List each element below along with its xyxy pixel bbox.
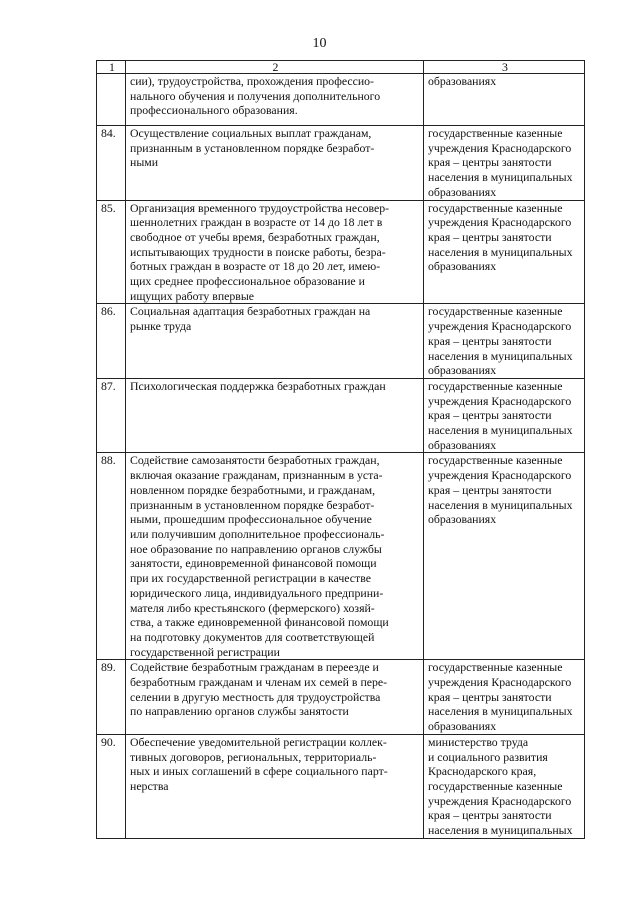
service-description-line: Социальная адаптация безработных граждан на <box>130 304 371 319</box>
service-description-line: ное образование по направлению органов службы <box>130 541 382 556</box>
service-description <box>126 734 424 838</box>
service-description-line: юридического лица, индивидуального предприни- <box>130 585 384 600</box>
row-number: 87. <box>97 378 126 453</box>
service-description-line: сии), трудоустройства, прохождения профессио- <box>130 74 374 88</box>
responsible-organization-line: учреждения Краснодарского <box>428 140 572 155</box>
responsible-organization-line: населения в муниципальных <box>428 423 573 438</box>
header-col-2: 2 <box>126 61 424 74</box>
service-description-line: Осуществление социальных выплат гражданам, <box>130 126 372 140</box>
table-row <box>97 200 585 304</box>
service-description <box>126 660 424 735</box>
responsible-organization-line: учреждения Краснодарского <box>428 675 572 690</box>
responsible-organization <box>424 304 585 379</box>
service-description-line: на подготовку документов для соответствующей <box>130 629 375 644</box>
service-description-line: Психологическая поддержка безработных граждан <box>130 378 386 393</box>
responsible-organization-line: учреждения Краснодарского <box>428 215 572 230</box>
service-description <box>126 453 424 660</box>
responsible-organization <box>424 453 585 660</box>
service-description-line: ных и иных соглашений в сфере социального парт- <box>130 764 388 779</box>
service-description-line: рынке труда <box>130 319 192 334</box>
services-table <box>96 60 585 839</box>
responsible-organization-line: Краснодарского края, <box>428 764 537 779</box>
service-description-line: Обеспечение уведомительной регистрации коллек- <box>130 734 387 749</box>
table-header-row <box>97 61 585 74</box>
responsible-organization <box>424 200 585 304</box>
responsible-organization-line: края – центры занятости <box>428 689 552 704</box>
service-description <box>126 304 424 379</box>
table-row <box>97 304 585 379</box>
responsible-organization-line: населения в муниципальных <box>428 244 573 259</box>
service-description-line: государственной регистрации <box>130 644 280 659</box>
service-description <box>126 126 424 201</box>
service-description-line: профессионального образования. <box>130 103 298 118</box>
responsible-organization-line: учреждения Краснодарского <box>428 393 572 408</box>
responsible-organization-line: государственные казенные <box>428 200 563 215</box>
responsible-organization-line: министерство труда <box>428 734 529 749</box>
page-number: 10 <box>312 36 327 51</box>
responsible-organization-line: края – центры занятости <box>428 482 552 497</box>
responsible-organization <box>424 378 585 453</box>
header-col-1: 1 <box>97 61 126 74</box>
service-description-line: безработным гражданам и членам их семей в пере- <box>130 675 388 690</box>
row-number: 86. <box>97 304 126 379</box>
responsible-organization-line: учреждения Краснодарского <box>428 793 572 808</box>
service-description-line: мателя либо крестьянского (фермерского) хозяй- <box>130 600 375 615</box>
service-description-line: ными, прошедшим профессиональное обучение <box>130 512 372 527</box>
responsible-organization-line: государственные казенные <box>428 660 563 675</box>
service-description-line: ботных граждан в возрасте от 18 до 20 лет, имею- <box>130 259 381 274</box>
responsible-organization-line: населения в муниципальных <box>428 704 573 719</box>
responsible-organization-line: образованиях <box>428 719 497 734</box>
service-description-line: по направлению органов службы занятости <box>130 704 349 719</box>
responsible-organization-line: государственные казенные <box>428 126 563 140</box>
responsible-organization-line: государственные казенные <box>428 778 563 793</box>
responsible-organization-line: края – центры занятости <box>428 333 552 348</box>
responsible-organization-line: населения в муниципальных <box>428 823 573 838</box>
service-description-line: свободное от учебы время, безработных граждан, <box>130 229 380 244</box>
responsible-organization-line: государственные казенные <box>428 304 563 319</box>
service-description-line: Содействие безработным гражданам в переезде и <box>130 660 379 675</box>
service-description-line: занятости, единовременной финансовой помощи <box>130 556 377 571</box>
header-col-3: 3 <box>424 61 585 74</box>
service-description-line: признанным в установленном порядке безработ- <box>130 497 375 512</box>
service-description-line: щих среднее профессиональное образование и <box>130 274 365 289</box>
table-row <box>97 126 585 201</box>
responsible-organization-line: учреждения Краснодарского <box>428 468 572 483</box>
table-body <box>97 61 585 839</box>
service-description-line: ства, а также единовременной финансовой помощи <box>130 615 389 630</box>
responsible-organization-line: государственные казенные <box>428 378 563 393</box>
service-description-line: новленном порядке безработными, и гражданам, <box>130 482 376 497</box>
responsible-organization <box>424 734 585 838</box>
responsible-organization-line: образованиях <box>428 363 497 378</box>
responsible-organization-line: и социального развития <box>428 749 548 764</box>
responsible-organization-line: учреждения Краснодарского <box>428 319 572 334</box>
row-number <box>97 74 126 126</box>
service-description-line: нерства <box>130 778 169 793</box>
table-row <box>97 453 585 660</box>
service-description-line: испытывающих трудности в поиске работы, безра- <box>130 244 386 259</box>
row-number: 88. <box>97 453 126 660</box>
responsible-organization <box>424 660 585 735</box>
row-number: 89. <box>97 660 126 735</box>
service-description <box>126 200 424 304</box>
responsible-organization-line: образованиях <box>428 74 497 88</box>
responsible-organization-line: образованиях <box>428 512 497 527</box>
responsible-organization-line: края – центры занятости <box>428 155 552 170</box>
responsible-organization <box>424 74 585 126</box>
table-row <box>97 734 585 838</box>
row-number: 84. <box>97 126 126 201</box>
responsible-organization-line: образованиях <box>428 259 497 274</box>
service-description-line: селении в другую местность для трудоустройства <box>130 689 381 704</box>
responsible-organization <box>424 126 585 201</box>
table-row <box>97 660 585 735</box>
service-description-line: Содействие самозанятости безработных граждан, <box>130 453 380 468</box>
responsible-organization-line: образованиях <box>428 184 497 199</box>
service-description-line: шеннолетних граждан в возрасте от 14 до 18 лет в <box>130 215 383 230</box>
responsible-organization-line: края – центры занятости <box>428 408 552 423</box>
table-row <box>97 74 585 126</box>
service-description-line: тивных договоров, региональных, территориаль- <box>130 749 377 764</box>
service-description-line: Организация временного трудоустройства несовер- <box>130 200 390 215</box>
service-description-line: включая оказание гражданам, признанным в уста- <box>130 468 383 483</box>
service-description <box>126 378 424 453</box>
responsible-organization-line: края – центры занятости <box>428 229 552 244</box>
service-description-line: ищущих работу впервые <box>130 288 255 303</box>
responsible-organization-line: населения в муниципальных <box>428 497 573 512</box>
service-description-line: или получившим дополнительное профессиональ- <box>130 526 385 541</box>
table-row <box>97 378 585 453</box>
service-description-line: признанным в установленном порядке безработ- <box>130 140 375 155</box>
service-description-line: нального обучения и получения дополнительного <box>130 88 381 103</box>
responsible-organization-line: края – центры занятости <box>428 808 552 823</box>
service-description-line: ными <box>130 155 159 170</box>
responsible-organization-line: населения в муниципальных <box>428 348 573 363</box>
responsible-organization-line: государственные казенные <box>428 453 563 468</box>
responsible-organization-line: образованиях <box>428 437 497 452</box>
row-number: 90. <box>97 734 126 838</box>
service-description <box>126 74 424 126</box>
responsible-organization-line: населения в муниципальных <box>428 170 573 185</box>
row-number: 85. <box>97 200 126 304</box>
service-description-line: при их государственной регистрации в качестве <box>130 571 371 586</box>
